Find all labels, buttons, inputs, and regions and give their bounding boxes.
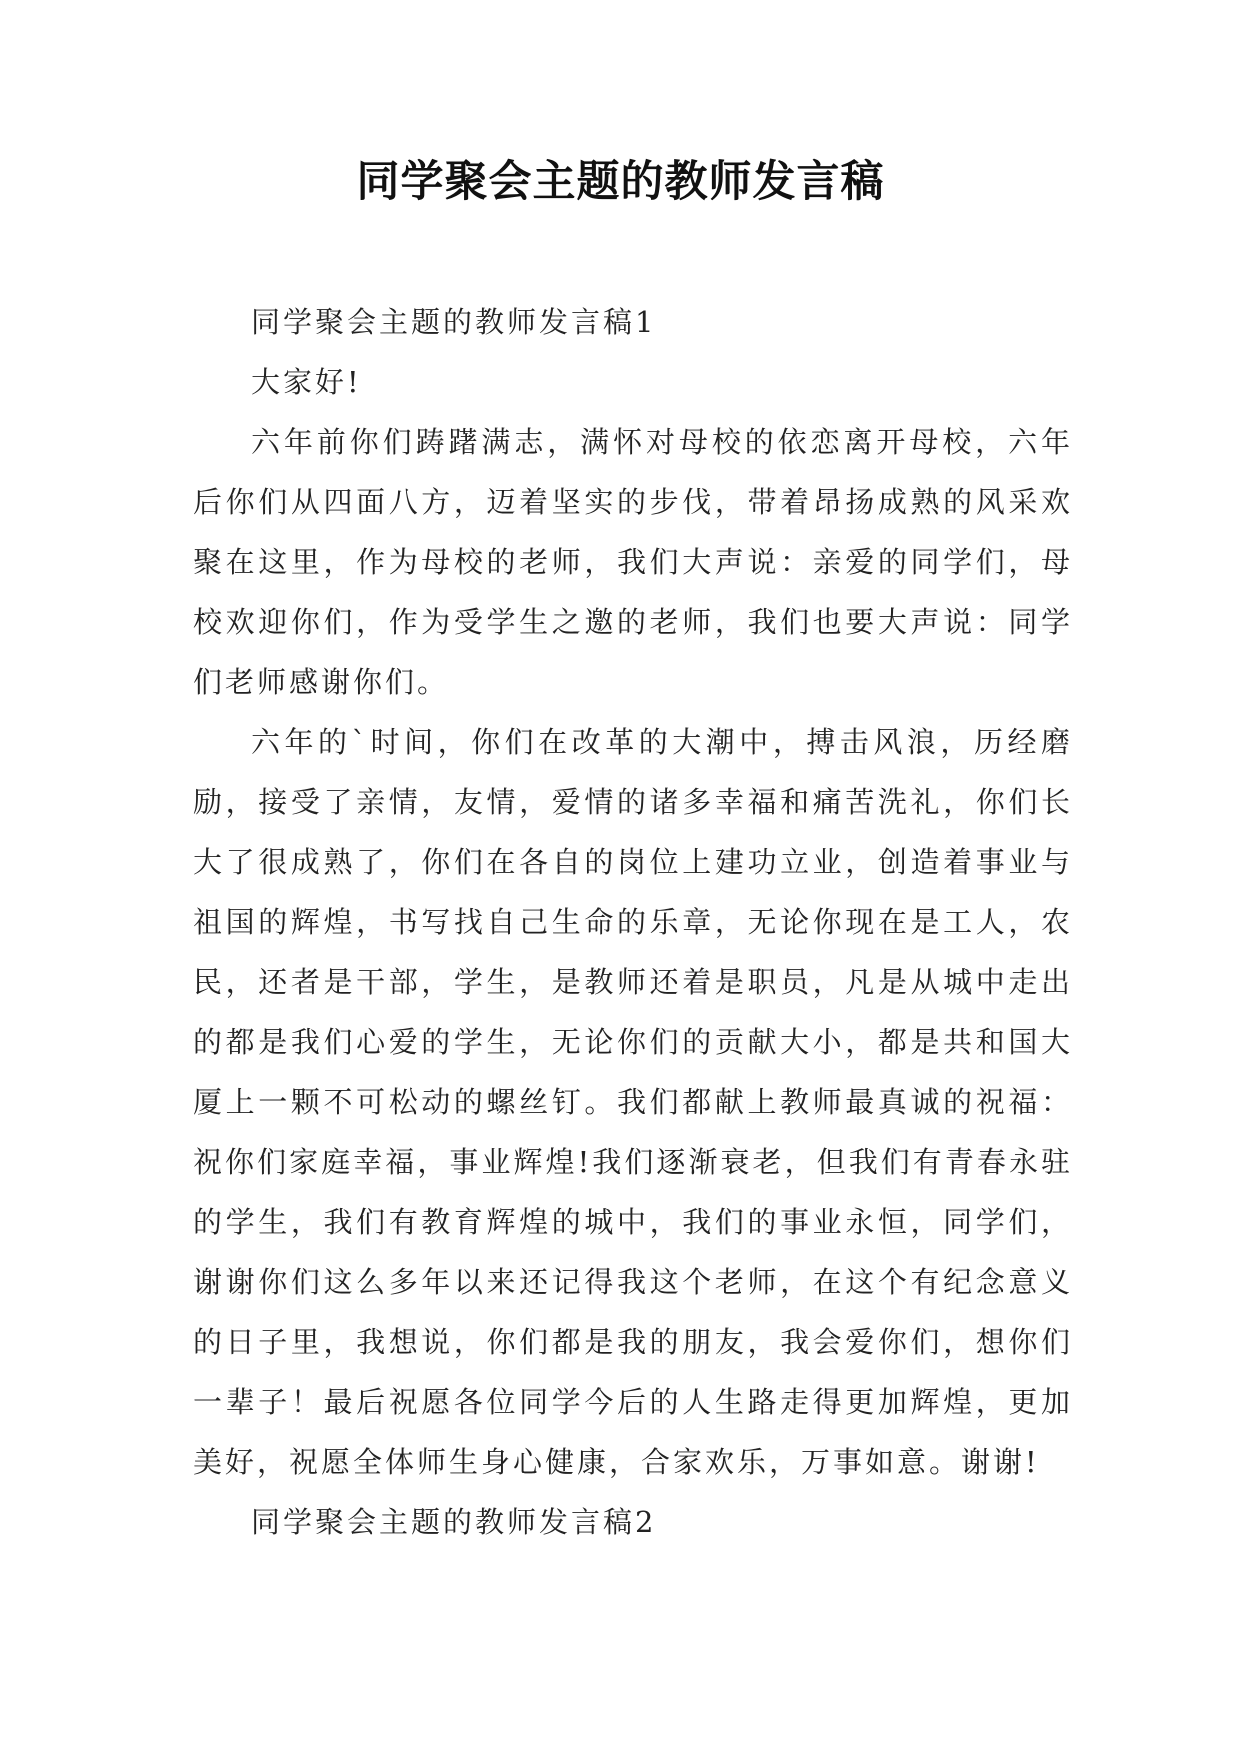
greeting-paragraph: 大家好!: [251, 365, 362, 399]
section-heading-2: 同学聚会主题的教师发言稿2: [251, 1505, 657, 1539]
body-paragraph: 六年前你们踌躇满志，满怀对母校的依恋离开母校，六年后你们从四面八方，迈着坚实的步伐，带着昂扬成熟的风采欢聚在这里，作为母校的老师，我们大声说：亲爱的同学们，母校欢迎你们，作为受学生之邀的老师，我们也要大声说：同学们老师感谢你们。: [193, 425, 1073, 699]
document-title: 同学聚会主题的教师发言稿: [356, 157, 885, 207]
body-paragraph: 六年的`时间，你们在改革的大潮中，搏击风浪，历经磨励，接受了亲情，友情，爱情的诸多幸福和痛苦洗礼，你们长大了很成熟了，你们在各自的岗位上建功立业，创造着事业与祖国的辉煌，书写找自己生命的乐章，无论你现在是工人，农民，还者是干部，学生，是教师还着是职员，凡是从城中走出的都是我们心爱的学生，无论你们的贡献大小，都是共和国大厦上一颗不可松动的螺丝钉。我们都献上教师最真诚的祝福：祝你们家庭幸福，事业辉煌!我们逐渐衰老，但我们有青春永驻的学生，我们有教育辉煌的城中，我们的事业永恒，同学们，谢谢你们这么多年以来还记得我这个老师，在这个有纪念意义的日子里，我想说，你们都是我的朋友，我会爱你们，想你们一辈子！最后祝愿各位同学今后的人生路走得更加辉煌，更加美好，祝愿全体师生身心健康，合家欢乐，万事如意。谢谢!: [193, 725, 1073, 1479]
section-heading-1: 同学聚会主题的教师发言稿1: [251, 305, 657, 339]
document-body: [193, 292, 1073, 1552]
